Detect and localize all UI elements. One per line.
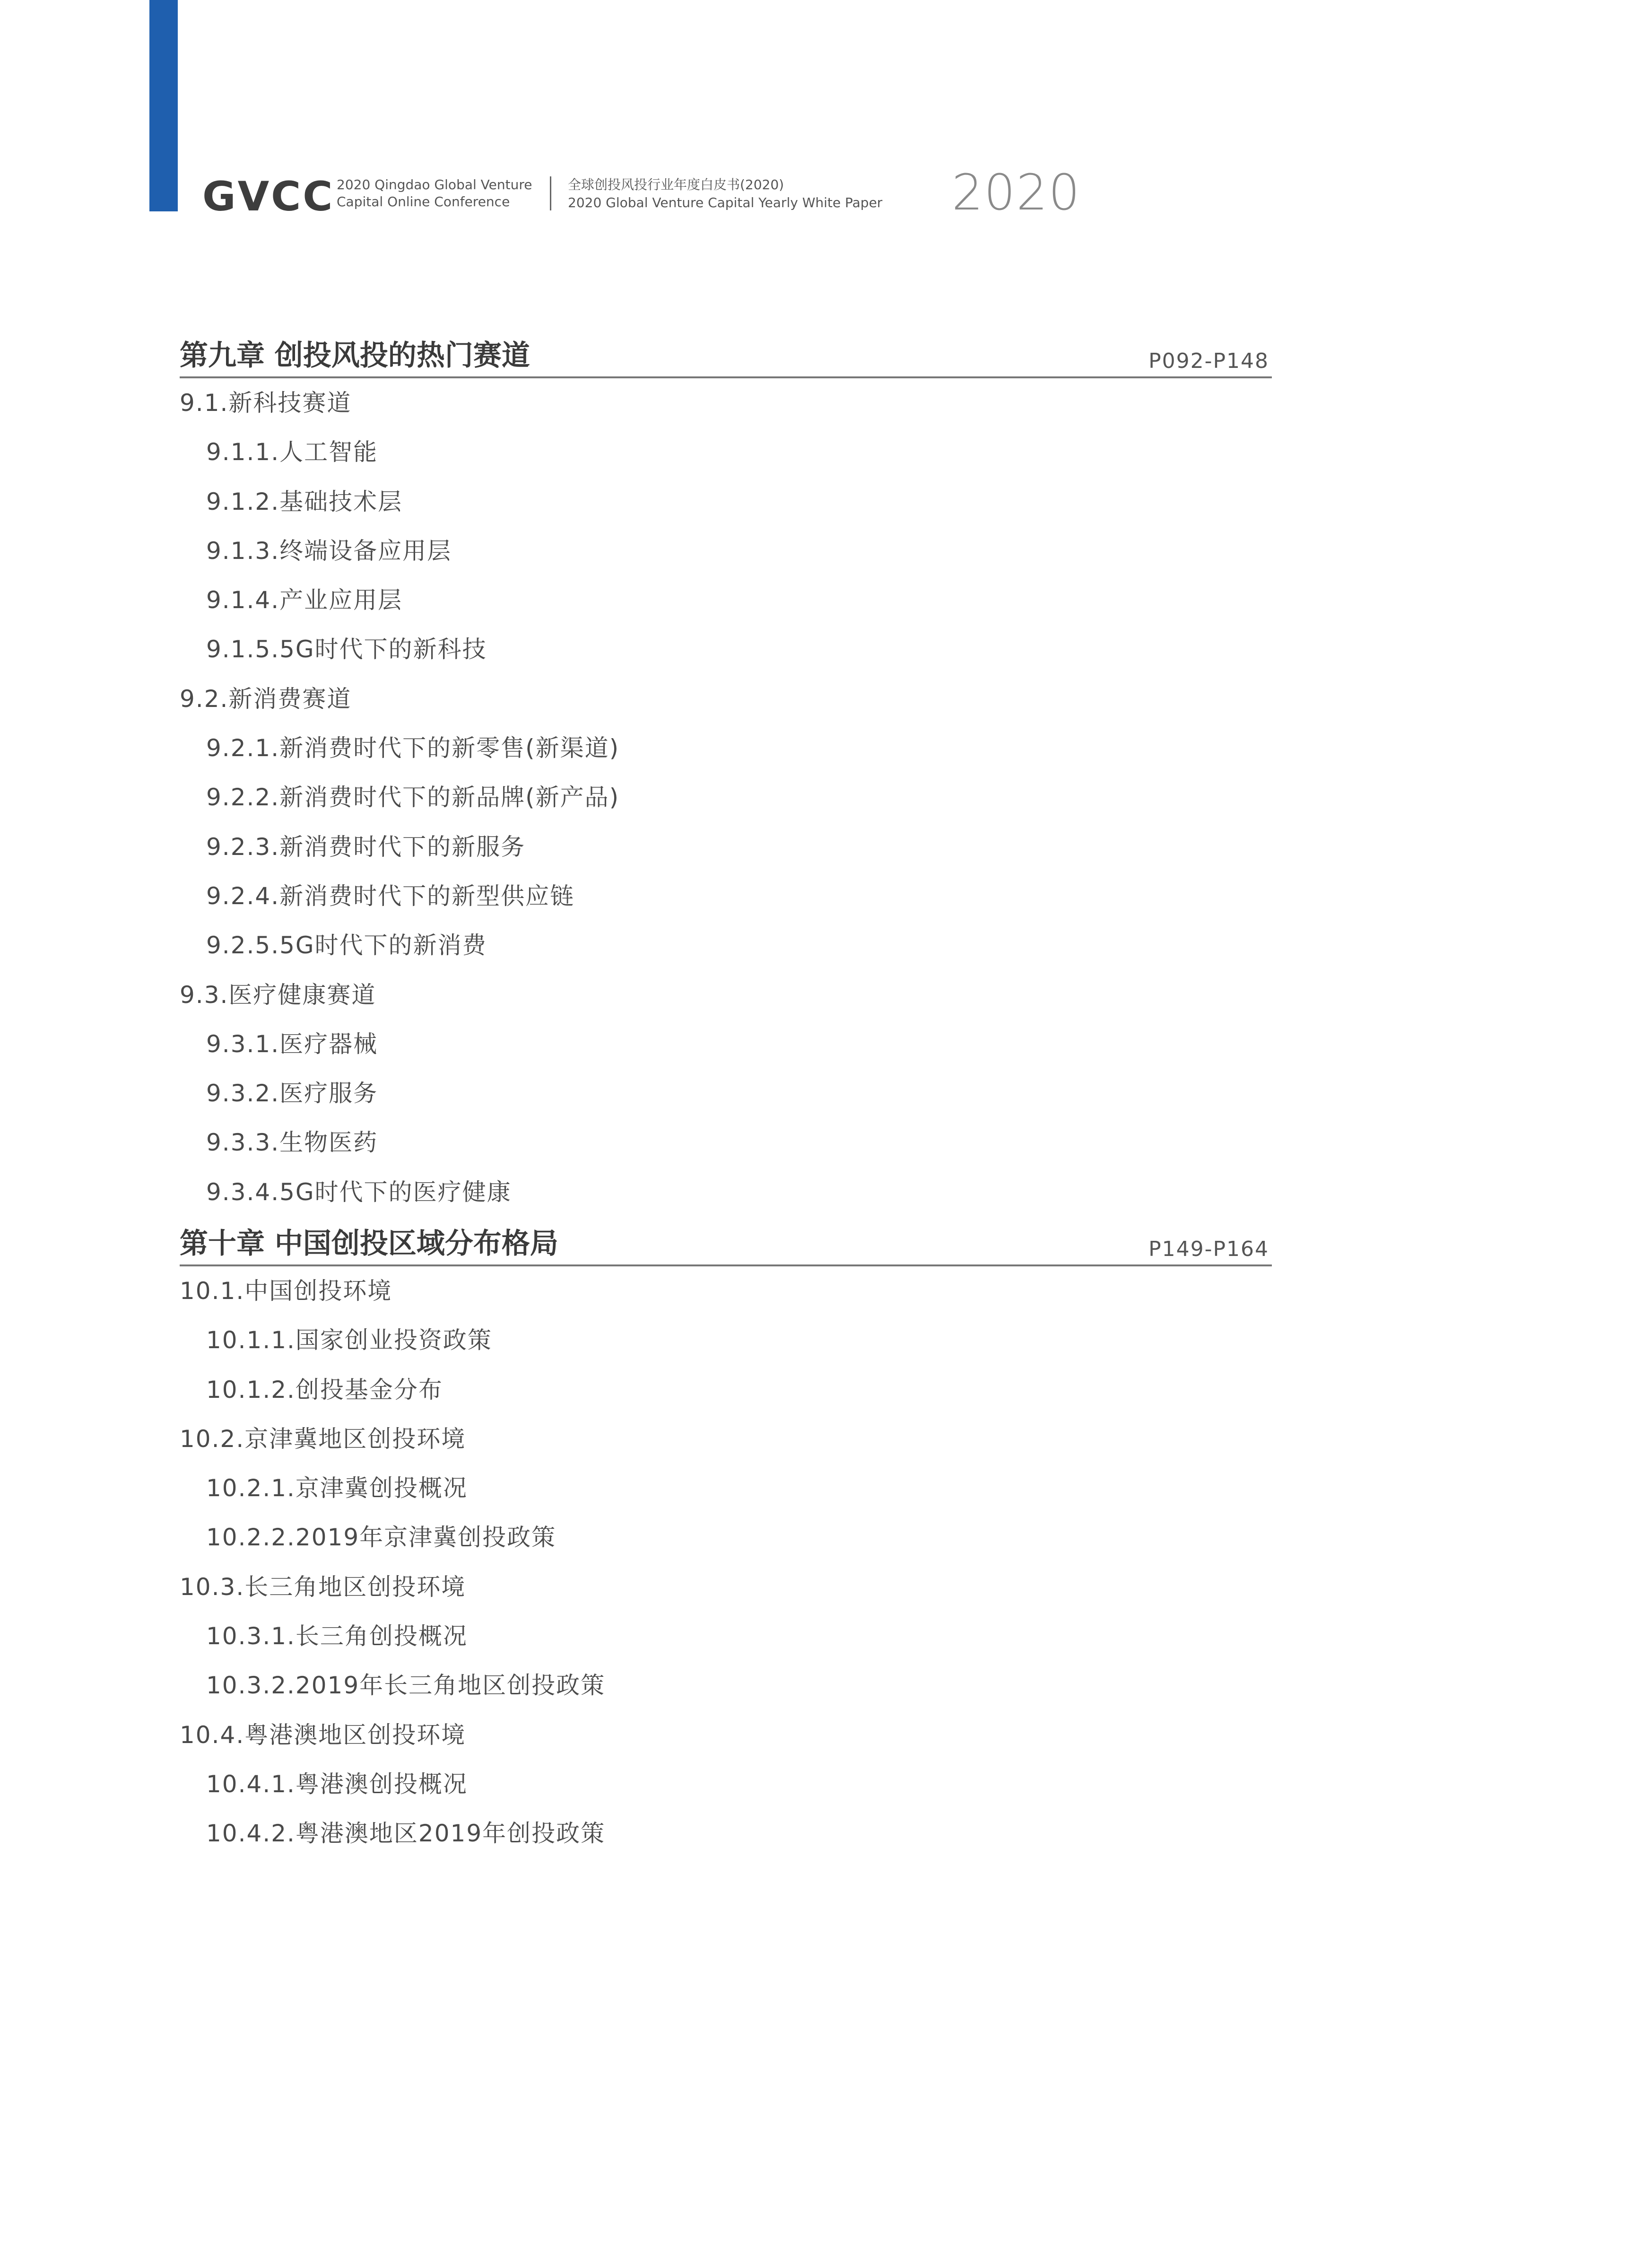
toc-section-entry[interactable]: 10.3.长三角地区创投环境 xyxy=(180,1573,466,1601)
toc-subsection-entry[interactable]: 10.1.2.创投基金分布 xyxy=(206,1376,443,1404)
toc-subsection-entry[interactable]: 9.2.3.新消费时代下的新服务 xyxy=(206,833,526,861)
chapter-9-section xyxy=(180,331,1272,1217)
header-divider xyxy=(550,176,551,210)
chapter-page-range: P092-P148 xyxy=(1148,349,1269,373)
toc-subsection-entry[interactable]: 10.4.2.粤港澳地区2019年创投政策 xyxy=(206,1820,606,1848)
toc-subsection-entry[interactable]: 9.1.4.产业应用层 xyxy=(206,586,403,614)
toc-section-entry[interactable]: 10.4.粤港澳地区创投环境 xyxy=(180,1721,466,1749)
chapter-page-range: P149-P164 xyxy=(1148,1237,1269,1261)
gvcc-logo: GVCC xyxy=(202,173,335,220)
header-year: 2020 xyxy=(952,164,1081,221)
conference-name-line2: Capital Online Conference xyxy=(337,194,510,209)
chapter-title[interactable]: 第十章 中国创投区域分布格局 xyxy=(180,1227,558,1260)
toc-subsection-entry[interactable]: 10.3.1.长三角创投概况 xyxy=(206,1622,468,1650)
toc-subsection-entry[interactable]: 9.2.1.新消费时代下的新零售(新渠道) xyxy=(206,734,620,762)
toc-subsection-entry[interactable]: 9.2.5.5G时代下的新消费 xyxy=(206,932,487,959)
toc-subsection-entry[interactable]: 9.3.1.医疗器械 xyxy=(206,1030,378,1058)
toc-section-entry[interactable]: 10.1.中国创投环境 xyxy=(180,1277,392,1305)
toc-subsection-entry[interactable]: 9.3.2.医疗服务 xyxy=(206,1080,378,1107)
chapter-heading xyxy=(180,1219,1272,1266)
toc-subsection-entry[interactable]: 10.1.1.国家创业投资政策 xyxy=(206,1326,492,1354)
toc-subsection-entry[interactable]: 9.1.2.基础技术层 xyxy=(206,488,403,515)
toc-list xyxy=(180,378,1272,1217)
toc-subsection-entry[interactable]: 9.2.4.新消费时代下的新型供应链 xyxy=(206,882,575,910)
toc-subsection-entry[interactable]: 9.1.1.人工智能 xyxy=(206,438,378,466)
toc-section-entry[interactable]: 9.2.新消费赛道 xyxy=(180,685,352,713)
toc-subsection-entry[interactable]: 9.3.3.生物医药 xyxy=(206,1129,378,1157)
toc-list xyxy=(180,1266,1272,1858)
whitepaper-title-en: 2020 Global Venture Capital Yearly White Paper xyxy=(568,195,883,210)
toc-section-entry[interactable]: 10.2.京津冀地区创投环境 xyxy=(180,1425,466,1453)
toc-subsection-entry[interactable]: 9.2.2.新消费时代下的新品牌(新产品) xyxy=(206,784,620,811)
whitepaper-title-cn: 全球创投风投行业年度白皮书(2020) xyxy=(568,177,784,192)
toc-subsection-entry[interactable]: 9.1.5.5G时代下的新科技 xyxy=(206,636,487,663)
chapter-10-section xyxy=(180,1219,1272,1858)
toc-subsection-entry[interactable]: 9.3.4.5G时代下的医疗健康 xyxy=(206,1178,512,1206)
toc-subsection-entry[interactable]: 9.1.3.终端设备应用层 xyxy=(206,537,452,565)
page-header xyxy=(202,164,1101,225)
toc-subsection-entry[interactable]: 10.2.2.2019年京津冀创投政策 xyxy=(206,1524,556,1552)
accent-bar xyxy=(149,0,178,211)
chapter-heading xyxy=(180,331,1272,378)
toc-subsection-entry[interactable]: 10.4.1.粤港澳创投概况 xyxy=(206,1770,468,1798)
conference-name-line1: 2020 Qingdao Global Venture xyxy=(337,177,532,192)
toc-subsection-entry[interactable]: 10.3.2.2019年长三角地区创投政策 xyxy=(206,1672,606,1700)
toc-section-entry[interactable]: 9.1.新科技赛道 xyxy=(180,389,352,417)
chapter-title[interactable]: 第九章 创投风投的热门赛道 xyxy=(180,339,530,372)
toc-section-entry[interactable]: 9.3.医疗健康赛道 xyxy=(180,981,376,1009)
toc-subsection-entry[interactable]: 10.2.1.京津冀创投概况 xyxy=(206,1474,468,1502)
